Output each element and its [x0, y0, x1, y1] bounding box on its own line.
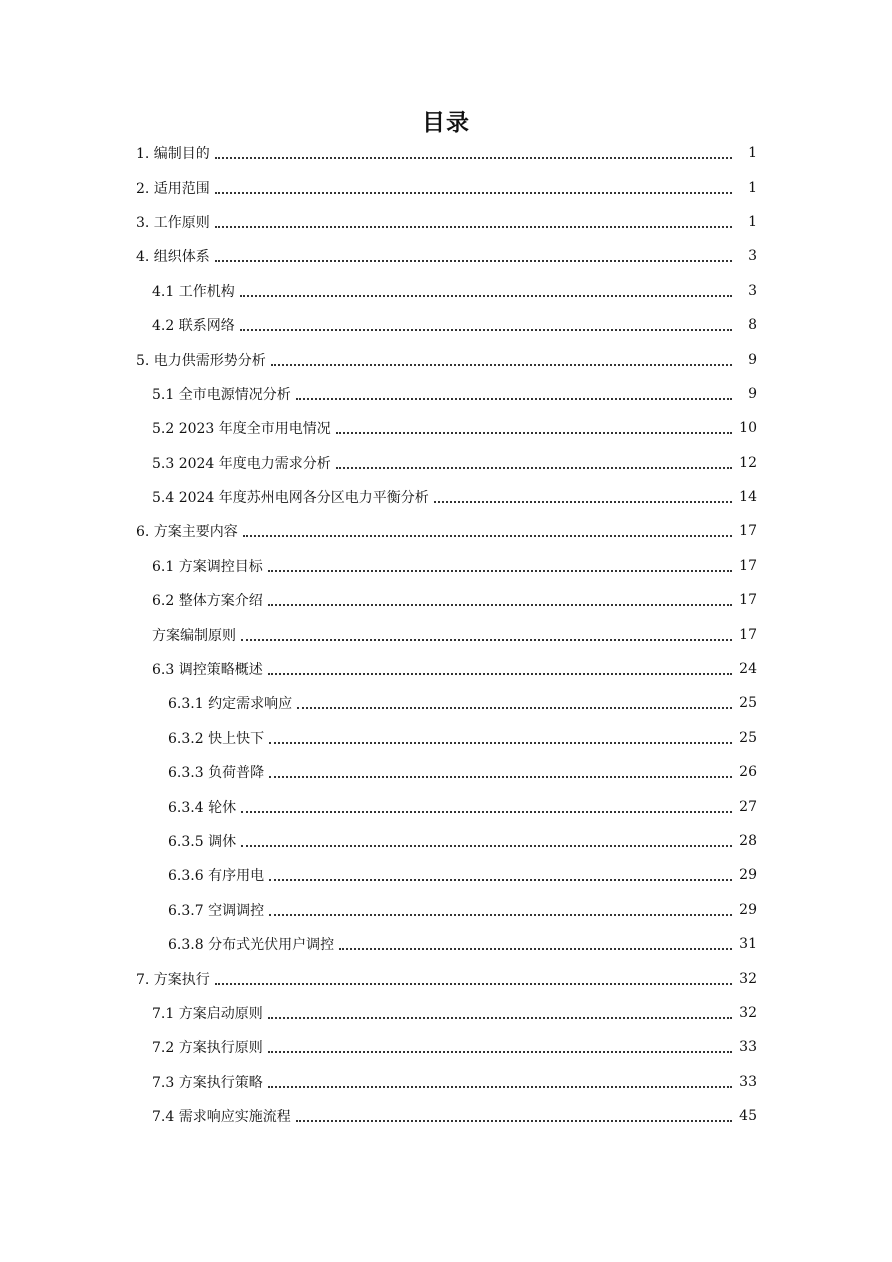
toc-entry[interactable]	[0, 239, 892, 273]
toc-entry[interactable]	[0, 377, 892, 411]
toc-entry[interactable]	[0, 755, 892, 789]
dot-leader	[241, 845, 732, 847]
dot-leader	[268, 1017, 732, 1019]
toc-entry-label: 2. 适用范围	[136, 180, 210, 197]
toc-entry-label: 方案编制原则	[152, 627, 236, 644]
toc-entry[interactable]	[0, 858, 892, 892]
dot-leader	[336, 432, 732, 434]
toc-entry-label: 6. 方案主要内容	[136, 524, 238, 541]
toc-entry-label: 6.3 调控策略概述	[152, 662, 263, 679]
dot-leader	[268, 673, 732, 675]
toc-entry[interactable]	[0, 617, 892, 651]
toc-entry-label: 6.3.2 快上快下	[168, 730, 265, 747]
toc-list	[0, 136, 892, 1133]
toc-entry[interactable]	[0, 686, 892, 720]
toc-entry-label: 6.3.1 约定需求响应	[168, 696, 293, 713]
toc-entry-page: 33	[739, 1073, 757, 1090]
toc-entry-page: 17	[739, 626, 757, 643]
toc-entry-page: 9	[748, 351, 757, 368]
toc-entry-page: 9	[748, 385, 757, 402]
dot-leader	[269, 776, 732, 778]
dot-leader	[434, 501, 732, 503]
toc-entry-page: 26	[739, 764, 757, 781]
toc-entry[interactable]	[0, 549, 892, 583]
toc-entry-label: 3. 工作原则	[136, 214, 210, 231]
toc-entry[interactable]	[0, 274, 892, 308]
dot-leader	[268, 604, 732, 606]
toc-entry-page: 32	[739, 970, 757, 987]
toc-entry-page: 25	[739, 695, 757, 712]
dot-leader	[269, 914, 732, 916]
toc-entry-page: 24	[739, 661, 757, 678]
toc-entry-label: 7.1 方案启动原则	[152, 1005, 263, 1022]
toc-entry-label: 6.3.8 分布式光伏用户调控	[168, 937, 335, 954]
toc-entry[interactable]	[0, 446, 892, 480]
toc-entry-label: 5.1 全市电源情况分析	[152, 386, 291, 403]
dot-leader	[268, 570, 732, 572]
dot-leader	[336, 467, 732, 469]
toc-entry-page: 12	[739, 454, 757, 471]
toc-entry-page: 17	[739, 557, 757, 574]
toc-entry-label: 5.4 2024 年度苏州电网各分区电力平衡分析	[152, 490, 429, 507]
dot-leader	[297, 707, 732, 709]
toc-entry[interactable]	[0, 721, 892, 755]
toc-entry[interactable]	[0, 1065, 892, 1099]
dot-leader	[215, 157, 732, 159]
toc-entry-label: 7.2 方案执行原则	[152, 1040, 263, 1057]
toc-entry-page: 28	[739, 833, 757, 849]
dot-leader	[241, 811, 732, 813]
dot-leader	[240, 329, 732, 331]
toc-entry[interactable]	[0, 205, 892, 239]
toc-entry-page: 3	[748, 282, 757, 299]
toc-entry-label: 6.3.5 调休	[168, 834, 237, 850]
toc-entry-page: 33	[739, 1039, 757, 1056]
toc-entry-label: 6.1 方案调控目标	[152, 558, 263, 575]
toc-entry[interactable]	[0, 1099, 892, 1133]
toc-entry[interactable]	[0, 514, 892, 548]
toc-entry-label: 6.3.6 有序用电	[168, 868, 265, 885]
dot-leader	[268, 1051, 732, 1053]
dot-leader	[240, 295, 732, 297]
toc-entry-page: 29	[739, 901, 757, 918]
toc-entry-label: 6.2 整体方案介绍	[152, 593, 263, 610]
toc-entry[interactable]	[0, 411, 892, 445]
toc-entry-page: 31	[739, 936, 757, 953]
toc-entry[interactable]	[0, 1030, 892, 1064]
toc-entry-label: 4.1 工作机构	[152, 283, 235, 300]
toc-entry-page: 45	[739, 1108, 757, 1125]
toc-entry-page: 3	[748, 248, 757, 265]
toc-entry-label: 7.4 需求响应实施流程	[152, 1109, 291, 1126]
toc-entry-page: 25	[739, 729, 757, 746]
toc-entry-page: 8	[748, 317, 757, 334]
toc-entry[interactable]	[0, 652, 892, 686]
toc-entry-label: 6.3.7 空调调控	[168, 902, 265, 919]
dot-leader	[296, 1120, 732, 1122]
toc-entry-label: 6.3.4 轮休	[168, 799, 237, 816]
toc-entry-page: 1	[748, 179, 757, 196]
toc-entry[interactable]	[0, 308, 892, 342]
toc-entry-page: 17	[739, 523, 757, 540]
toc-entry[interactable]	[0, 136, 892, 170]
dot-leader	[269, 879, 732, 881]
toc-entry-label: 5.3 2024 年度电力需求分析	[152, 455, 331, 472]
toc-entry[interactable]	[0, 583, 892, 617]
toc-entry-label: 6.3.3 负荷普降	[168, 765, 265, 782]
toc-entry[interactable]	[0, 480, 892, 514]
toc-entry-label: 1. 编制目的	[136, 146, 210, 163]
dot-leader	[241, 639, 732, 641]
toc-entry-page: 17	[739, 592, 757, 609]
toc-entry[interactable]	[0, 789, 892, 823]
toc-entry-label: 4.2 联系网络	[152, 318, 235, 335]
toc-title: 目录	[422, 110, 470, 136]
dot-leader	[296, 398, 732, 400]
toc-entry[interactable]	[0, 927, 892, 961]
toc-entry-label: 7. 方案执行	[136, 971, 210, 988]
dot-leader	[271, 364, 732, 366]
toc-entry[interactable]	[0, 893, 892, 927]
toc-entry-page: 1	[748, 145, 757, 162]
dot-leader	[215, 226, 732, 228]
toc-entry[interactable]	[0, 342, 892, 376]
dot-leader	[268, 1086, 732, 1088]
toc-entry-page: 1	[748, 213, 757, 230]
toc-entry-label: 4. 组织体系	[136, 249, 210, 266]
dot-leader	[269, 742, 732, 744]
dot-leader	[215, 983, 732, 985]
toc-entry-page: 14	[739, 489, 757, 506]
dot-leader	[339, 948, 732, 950]
toc-entry-label: 7.3 方案执行策略	[152, 1074, 263, 1091]
toc-entry-page: 32	[739, 1004, 757, 1021]
toc-entry-page: 10	[739, 420, 757, 437]
toc-entry[interactable]	[0, 996, 892, 1030]
dot-leader	[215, 192, 732, 194]
toc-entry[interactable]	[0, 961, 892, 995]
dot-leader	[243, 535, 732, 537]
toc-entry[interactable]	[0, 824, 892, 858]
toc-entry-label: 5.2 2023 年度全市用电情况	[152, 421, 331, 438]
toc-entry-page: 27	[739, 798, 757, 815]
dot-leader	[215, 260, 732, 262]
toc-entry[interactable]	[0, 170, 892, 204]
toc-entry-label: 5. 电力供需形势分析	[136, 352, 266, 369]
toc-entry-page: 29	[739, 867, 757, 884]
